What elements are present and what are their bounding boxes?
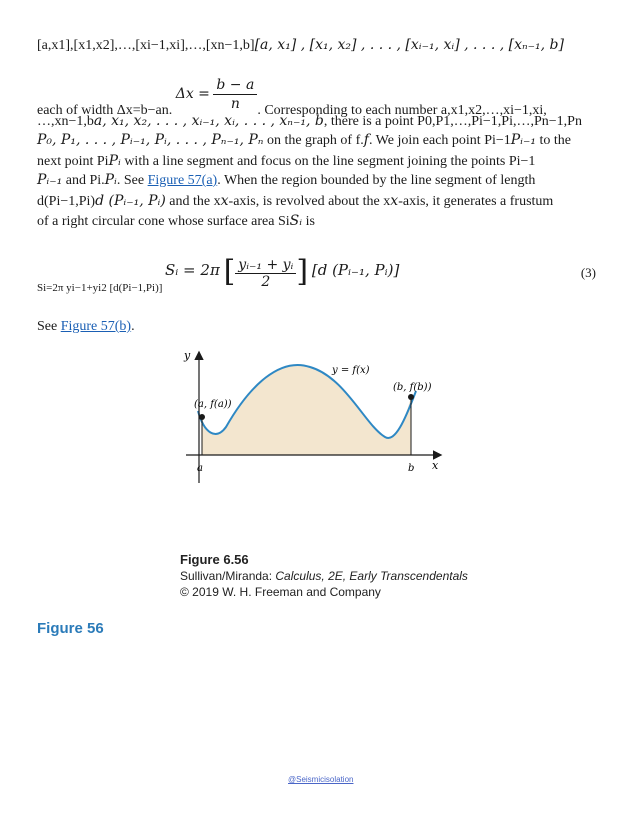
graph-pim1: Pᵢ₋₁: [510, 132, 537, 148]
points-rest: , there is a point P0,P1,…,Pi−1,Pi,…,Pn−1,Pn: [323, 114, 582, 129]
graph-f: f: [363, 132, 369, 148]
figure-graph: [180, 345, 480, 485]
surface-b: is: [302, 214, 315, 229]
equation-number: (3): [580, 265, 596, 280]
surface-a: of a right circular cone whose surface area Si: [37, 214, 290, 229]
revolve-a: d(Pi−1,Pi): [37, 194, 96, 209]
points-plain: …,xn−1,b: [37, 114, 94, 129]
figure-57a-link[interactable]: Figure 57(a): [147, 173, 218, 188]
point-b-label: (b, f(b)): [393, 382, 432, 393]
next-b: with a line segment and focus on the line segment joining the points Pi−1: [120, 154, 536, 169]
caption-book-prefix: Sullivan/Miranda:: [180, 569, 276, 583]
equation-right-bracket: ]: [296, 254, 309, 289]
text-line-next: [37, 152, 535, 171]
text-line-graph: [37, 131, 571, 150]
caption-title: Figure 6.56: [180, 552, 249, 567]
see-c: . When the region bounded by the line segment of length: [217, 173, 536, 188]
text-line-see-57b: [37, 318, 135, 336]
graph-rest-3: to the: [536, 133, 572, 148]
width-plain: each of width Δx=b−an.: [37, 102, 173, 118]
equation-plain-text: Si=2π yi−1+yi2 [d(Pi−1,Pi)]: [37, 282, 163, 294]
revolve-d: -axis, it generates a frustum: [398, 194, 554, 209]
tick-b-label: b: [408, 463, 415, 474]
revolve-x2: x: [390, 193, 399, 209]
x-axis-label: x: [432, 459, 439, 472]
surface-si: Sᵢ: [289, 213, 303, 229]
text-line-revolve: [37, 192, 553, 211]
figure-title: Figure 56: [37, 620, 104, 637]
next-pi: Pᵢ: [108, 153, 121, 169]
see-a: and Pi.: [62, 173, 105, 188]
graph-rest-2: . We join each point Pi−1: [368, 133, 511, 148]
equation-rhs: [d (Pᵢ₋₁, Pᵢ)]: [311, 261, 400, 279]
text-line-intervals: [37, 36, 564, 55]
caption-book: [180, 569, 468, 583]
y-axis-label: y: [184, 349, 191, 362]
revolve-math: d (Pᵢ₋₁, Pᵢ): [95, 193, 166, 209]
delta-lhs: Δx =: [175, 85, 210, 102]
see-b: . See: [116, 173, 148, 188]
text-line-surface: [37, 212, 315, 231]
graph-rest-1: on the graph of f.: [263, 133, 364, 148]
see-pim1: Pᵢ₋₁: [37, 172, 63, 188]
intervals-math: [a, x₁] , [x₁, x₂] , . . . , [xᵢ₋₁, xᵢ] , . . . , [xₙ₋₁, b]: [254, 37, 564, 53]
intervals-plain: [a,x1],[x1,x2],…,[xi−1,xi],…,[xn−1,b]: [37, 38, 255, 53]
see57b-prefix: See: [37, 319, 61, 334]
revolve-b: and the x: [165, 194, 221, 209]
point-a-label: (a, f(a)): [194, 399, 232, 410]
shaded-region: [202, 365, 411, 455]
see57b-suffix: .: [131, 319, 135, 334]
equation-numerator: yᵢ₋₁ + yᵢ: [235, 257, 296, 274]
text-line-width: [37, 77, 547, 118]
equation-denominator: 2: [261, 274, 271, 291]
point-a-marker: [199, 414, 205, 420]
delta-denominator: n: [230, 96, 240, 112]
equation-surface-area: [165, 250, 399, 290]
watermark-link[interactable]: @Seismicisolation: [288, 775, 354, 784]
delta-fraction: [213, 76, 257, 113]
equation-fraction: [235, 257, 296, 290]
points-math: a, x₁, x₂, . . . , xᵢ₋₁, xᵢ, . . . , xₙ₋₁, b: [93, 113, 324, 129]
text-line-points: [37, 112, 582, 131]
figure-57b-link[interactable]: Figure 57(b): [60, 319, 132, 334]
caption-book-title: Calculus, 2E, Early Transcendentals: [275, 569, 468, 583]
equation-lhs: Sᵢ = 2π: [165, 261, 220, 279]
point-b-marker: [408, 394, 414, 400]
text-line-see-57a: [37, 171, 535, 190]
curve-label: y = f(x): [332, 365, 370, 376]
revolve-x: x: [220, 193, 229, 209]
delta-numerator: b − a: [213, 76, 257, 95]
width-rest: . Corresponding to each number a,x1,x2,…,xi−1,xi,: [257, 102, 547, 118]
caption-copyright: © 2019 W. H. Freeman and Company: [180, 585, 381, 599]
graph-points-math: P₀, P₁, . . . , Pᵢ₋₁, Pᵢ, . . . , Pₙ₋₁, Pₙ: [37, 132, 264, 148]
next-a: next point Pi: [37, 154, 109, 169]
equation-left-bracket: [: [223, 254, 236, 289]
tick-a-label: a: [197, 463, 203, 474]
revolve-c: -axis, is revolved about the x: [228, 194, 391, 209]
see-pi: Pᵢ: [104, 172, 117, 188]
